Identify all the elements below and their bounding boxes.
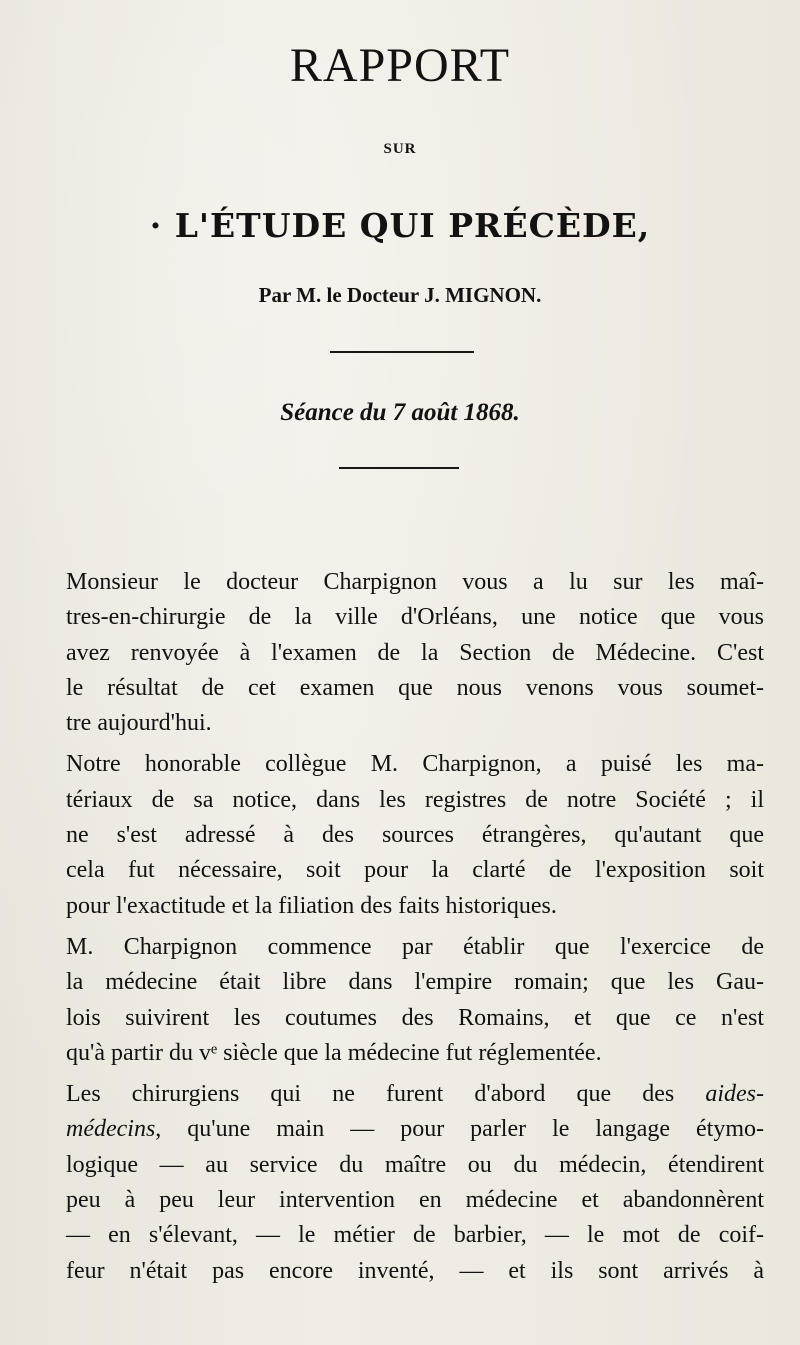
paragraph-1 bbox=[66, 565, 764, 741]
seance-date: Séance du 7 août 1868. bbox=[280, 399, 520, 426]
text-line: cela fut nécessaire, soit pour la clarté de l'exposition soit bbox=[66, 857, 764, 884]
italic-term: aides- bbox=[705, 1081, 764, 1108]
text-line bbox=[66, 1112, 764, 1147]
text-run: Les chirurgiens qui ne furent d'abord que des bbox=[66, 1081, 706, 1108]
text-line: la médecine était libre dans l'empire romain; que les Gau- bbox=[66, 969, 764, 996]
text-line: peu à peu leur intervention en médecine et abandonnèrent bbox=[66, 1187, 764, 1214]
paragraph-3 bbox=[66, 930, 764, 1071]
paragraph-2 bbox=[66, 747, 764, 923]
text-line: — en s'élevant, — le métier de barbier, — le mot de coif- bbox=[66, 1222, 764, 1249]
text-run: , qu'une main — pour parler le langage étymo- bbox=[155, 1116, 764, 1143]
text-line: pour l'exactitude et la filiation des faits historiques. bbox=[66, 892, 557, 919]
text-line: Notre honorable collègue M. Charpignon, a puisé les ma- bbox=[66, 751, 764, 778]
paragraph-4 bbox=[66, 1077, 764, 1289]
text-line: lois suivirent les coutumes des Romains, et que ce n'est bbox=[66, 1004, 764, 1031]
report-sur: SUR bbox=[383, 141, 417, 157]
text-line: le résultat de cet examen que nous venons vous soumet- bbox=[66, 674, 764, 701]
italic-term: médecins bbox=[66, 1116, 156, 1143]
separator-rule-bottom bbox=[339, 467, 459, 469]
text-line: tres-en-chirurgie de la ville d'Orléans, une notice que vous bbox=[66, 604, 764, 631]
text-line: Monsieur le docteur Charpignon vous a lu sur les maî- bbox=[66, 569, 764, 595]
report-author: Par M. le Docteur J. MIGNON. bbox=[258, 283, 542, 307]
text-line: avez renvoyée à l'examen de la Section de Médecine. C'est bbox=[66, 639, 764, 666]
text-line: M. Charpignon commence par établir que l'exercice de bbox=[66, 933, 764, 960]
text-line bbox=[66, 1077, 764, 1112]
text-line: tre aujourd'hui. bbox=[66, 710, 212, 737]
report-title: RAPPORT bbox=[289, 39, 511, 92]
text-line: ne s'est adressé à des sources étrangères, qu'autant que bbox=[66, 822, 764, 849]
text-line: tériaux de sa notice, dans les registres de notre Société ; il bbox=[66, 786, 764, 813]
text-line: feur n'était pas encore inventé, — et ils sont arrivés à bbox=[66, 1257, 764, 1284]
report-subtitle: · L'ÉTUDE QUI PRÉCÈDE, bbox=[149, 206, 651, 245]
separator-rule-top bbox=[330, 351, 474, 353]
text-line: qu'à partir du vᵉ siècle que la médecine fut réglementée. bbox=[66, 1039, 602, 1066]
text-line: logique — au service du maître ou du médecin, étendirent bbox=[66, 1151, 764, 1178]
report-body bbox=[66, 565, 764, 1289]
